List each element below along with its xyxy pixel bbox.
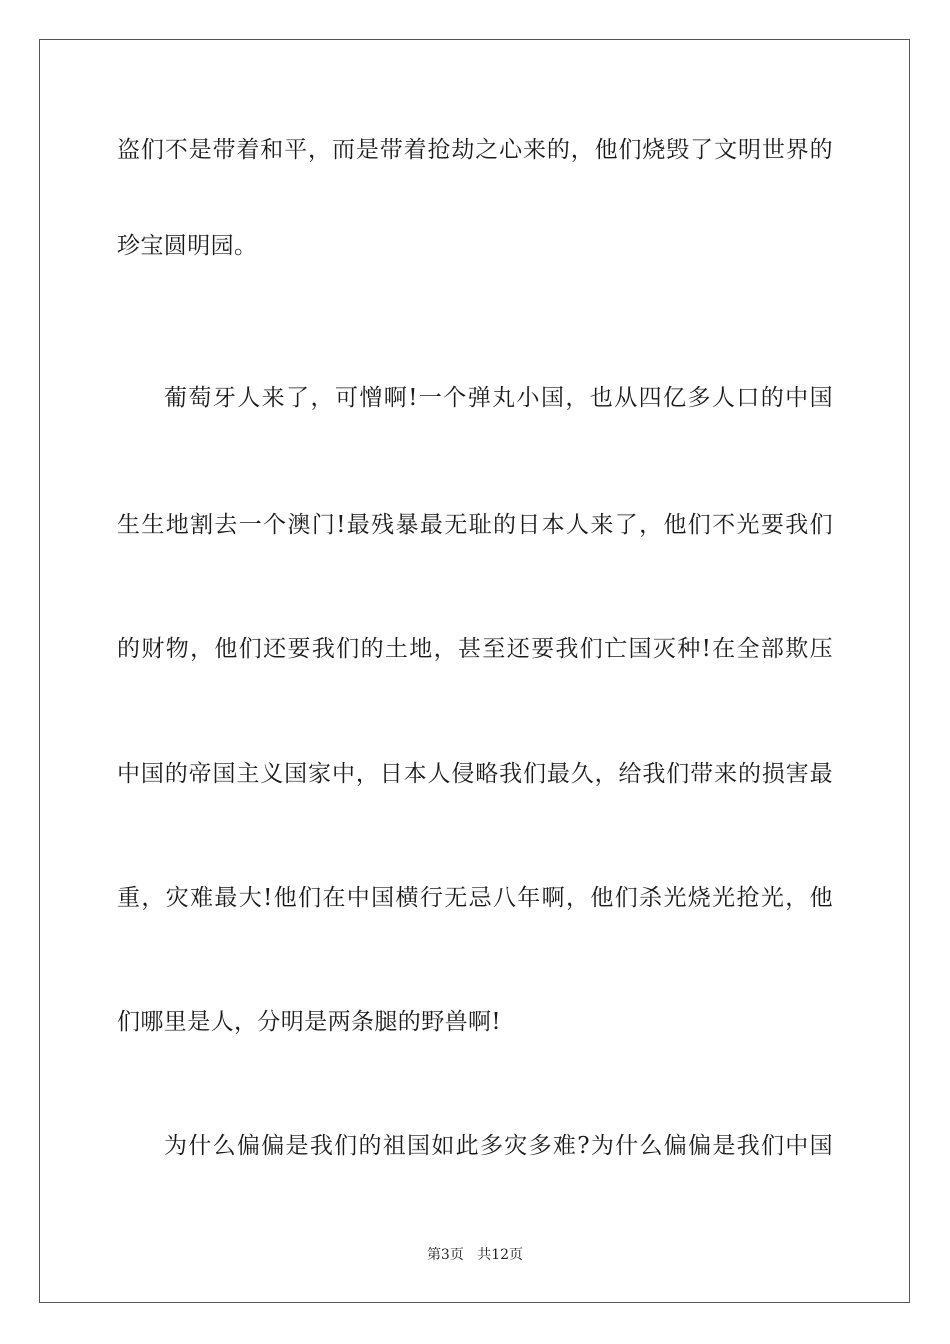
- text-line-3: 葡萄牙人来了，可憎啊!一个弹丸小国，也从四亿多人口的中国: [164, 385, 833, 411]
- page-border: [39, 39, 910, 1303]
- text-line-2: 珍宝圆明园。: [117, 233, 258, 259]
- text-line-8: 们哪里是人，分明是两条腿的野兽啊!: [117, 1009, 502, 1035]
- text-line-6: 中国的帝国主义国家中，日本人侵略我们最久，给我们带来的损害最: [117, 761, 833, 787]
- text-line-7: 重，灾难最大!他们在中国横行无忌八年啊，他们杀光烧光抢光，他: [117, 885, 833, 911]
- text-line-1: 盗们不是带着和平，而是带着抢劫之心来的，他们烧毁了文明世界的: [117, 137, 833, 163]
- text-line-9: 为什么偏偏是我们的祖国如此多灾多难?为什么偏偏是我们中国: [164, 1133, 833, 1159]
- text-line-5: 的财物，他们还要我们的土地，甚至还要我们亡国灭种!在全部欺压: [117, 636, 833, 662]
- page-total: 共12页: [477, 1247, 524, 1263]
- page-number: 第3页: [426, 1247, 464, 1263]
- page-footer: [0, 1246, 950, 1264]
- text-line-4: 生生地割去一个澳门!最残暴最无耻的日本人来了，他们不光要我们: [117, 512, 833, 538]
